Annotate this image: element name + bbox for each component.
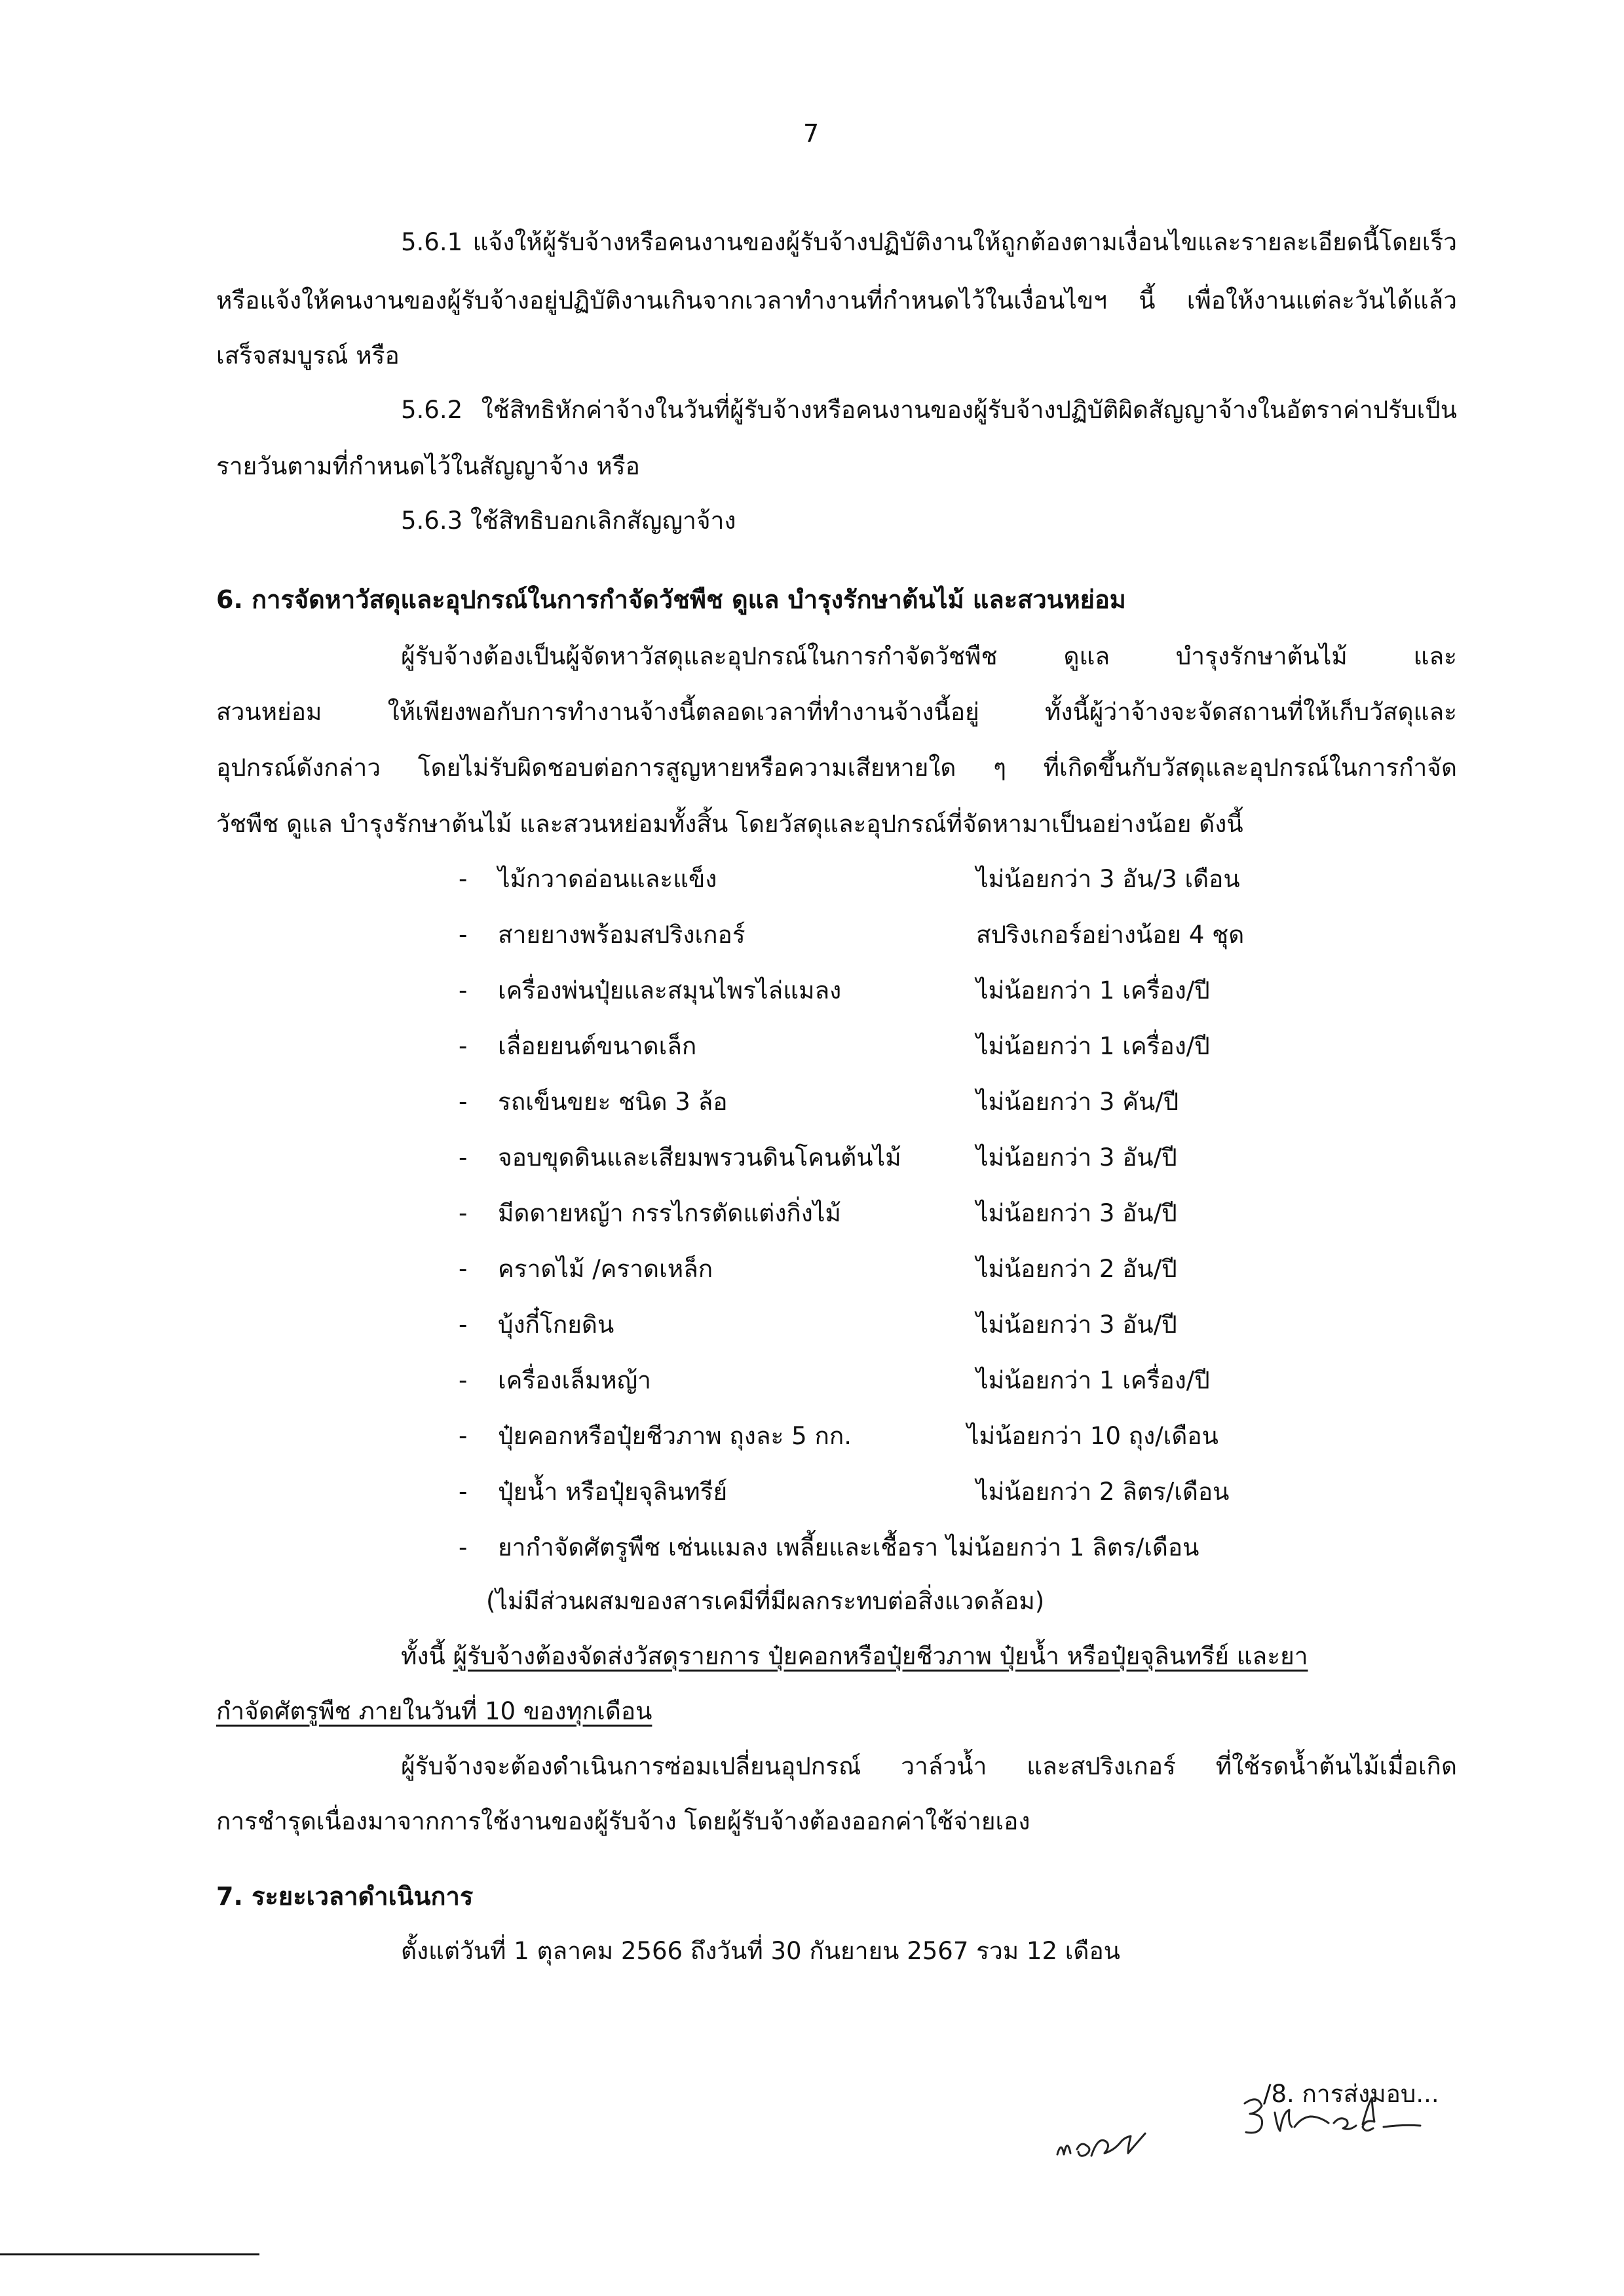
page-number: 7: [803, 119, 820, 148]
item-name: สายยางพร้อมสปริงเกอร์: [498, 921, 746, 949]
section-6-heading: 6. การจัดหาวัสดุและอุปกรณ์ในการกำจัดวัชพืช ดูแล บำรุงรักษาต้นไม้ และสวนหย่อม: [216, 585, 1126, 614]
item-quantity: ไม่น้อยกว่า 2 ลิตร/เดือน: [976, 1478, 1230, 1506]
list-dash: -: [459, 1032, 468, 1060]
item-quantity: ไม่น้อยกว่า 1 เครื่อง/ปี: [976, 976, 1210, 1004]
list-item: [0, 1088, 1624, 1143]
item-quantity: ไม่น้อยกว่า 10 ถุง/เดือน: [967, 1422, 1218, 1450]
item-name: ยากำจัดศัตรูพืช เช่นแมลง เพลี้ยและเชื้อรา ไม่น้อยกว่า 1 ลิตร/เดือน: [498, 1533, 1199, 1561]
item-quantity: ไม่น้อยกว่า 1 เครื่อง/ปี: [976, 1032, 1210, 1060]
list-dash: -: [459, 1478, 468, 1506]
item-name: จอบขุดดินและเสียมพรวนดินโคนต้นไม้: [498, 1143, 901, 1172]
item-quantity: สปริงเกอร์อย่างน้อย 4 ชุด: [976, 921, 1245, 949]
continuation-marker: /8. การส่งมอบ...: [1263, 2080, 1439, 2108]
item-quantity: ไม่น้อยกว่า 3 อัน/ปี: [976, 1311, 1177, 1339]
section-6-para-line-1: ผู้รับจ้างต้องเป็นผู้จัดหาวัสดุและอุปกรณ์ในการกำจัดวัชพืช ดูแล บำรุงรักษาต้นไม้ และ: [401, 642, 1457, 670]
item-quantity: ไม่น้อยกว่า 3 อัน/3 เดือน: [976, 865, 1240, 893]
item-name: เครื่องเล็มหญ้า: [498, 1366, 651, 1394]
list-item: [0, 1199, 1624, 1254]
list-dash: -: [459, 1199, 468, 1227]
list-item: [0, 1366, 1624, 1421]
item-name: รถเข็นขยะ ชนิด 3 ล้อ: [498, 1088, 728, 1116]
clause-5-6-2-line-2: รายวันตามที่กำหนดไว้ในสัญญาจ้าง หรือ: [216, 452, 640, 480]
list-item: [0, 1533, 1624, 1588]
section-7-heading: 7. ระยะเวลาดำเนินการ: [216, 1882, 474, 1911]
list-dash: -: [459, 1143, 468, 1172]
item-name: ไม้กวาดอ่อนและแข็ง: [498, 865, 717, 893]
item-name: ปุ๋ยคอกหรือปุ๋ยชีวภาพ ถุงละ 5 กก.: [498, 1422, 852, 1450]
item-name: คราดไม้ /คราดเหล็ก: [498, 1255, 713, 1283]
section-6-para-line-3: อุปกรณ์ดังกล่าว โดยไม่รับผิดชอบต่อการสูญหายหรือความเสียหายใด ๆ ที่เกิดขึ้นกับวัสดุและอุปกรณ์ในการกำจัด: [216, 754, 1457, 782]
delivery-line-2: กำจัดศัตรูพืช ภายในวันที่ 10 ของทุกเดือน: [216, 1697, 652, 1725]
list-item: [0, 1311, 1624, 1366]
item-name: เลื่อยยนต์ขนาดเล็ก: [498, 1032, 697, 1060]
clause-5-6-3: 5.6.3 ใช้สิทธิบอกเลิกสัญญาจ้าง: [401, 507, 736, 535]
item-quantity: ไม่น้อยกว่า 3 คัน/ปี: [976, 1088, 1179, 1116]
clause-5-6-1-line-1: 5.6.1 แจ้งให้ผู้รับจ้างหรือคนงานของผู้รับจ้างปฏิบัติงานให้ถูกต้องตามเงื่อนไขและรายละเอียดนี้โดยเร็ว: [401, 228, 1457, 256]
section-6-para-line-2: สวนหย่อม ให้เพียงพอกับการทำงานจ้างนี้ตลอดเวลาที่ทำงานจ้างนี้อยู่ ทั้งนี้ผู้ว่าจ้างจะจัดสถานที่ให้เก็บวัสดุและ: [216, 698, 1457, 726]
item-name: เครื่องพ่นปุ๋ยและสมุนไพรไล่แมลง: [498, 976, 842, 1004]
clause-5-6-1-line-3: เสร็จสมบูรณ์ หรือ: [216, 341, 400, 370]
item-name: มีดดายหญ้า กรรไกรตัดแต่งกิ่งไม้: [498, 1199, 841, 1227]
list-dash: -: [459, 1366, 468, 1394]
list-item: [0, 921, 1624, 976]
list-item: [0, 1032, 1624, 1087]
delivery-line-1: [401, 1642, 1308, 1671]
list-dash: -: [459, 1533, 468, 1561]
item-name: บุ้งกี๋โกยดิน: [498, 1311, 614, 1339]
list-dash: -: [459, 1255, 468, 1283]
handwritten-date-signature: [1232, 2084, 1467, 2162]
list-dash: -: [459, 921, 468, 949]
item-quantity: ไม่น้อยกว่า 2 อัน/ปี: [976, 1255, 1177, 1283]
list-item: [0, 1478, 1624, 1533]
list-item: [0, 1143, 1624, 1198]
item-quantity: ไม่น้อยกว่า 3 อัน/ปี: [976, 1143, 1177, 1172]
pesticide-note: (ไม่มีส่วนผสมของสารเคมีที่มีผลกระทบต่อสิ่งแวดล้อม): [486, 1587, 1045, 1615]
repair-line-1: ผู้รับจ้างจะต้องดำเนินการซ่อมเปลี่ยนอุปกรณ์ วาล์วน้ำ และสปริงเกอร์ ที่ใช้รดน้ำต้นไม้เมื่อเกิด: [401, 1752, 1457, 1780]
item-name: ปุ๋ยน้ำ หรือปุ๋ยจุลินทรีย์: [498, 1478, 728, 1506]
clause-5-6-1-line-2: หรือแจ้งให้คนงานของผู้รับจ้างอยู่ปฏิบัติงานเกินจากเวลาทำงานที่กำหนดไว้ในเงื่อนไขฯ นี้ เพื่อให้งานแต่ละวันได้แล้ว: [216, 286, 1457, 315]
list-item: [0, 865, 1624, 920]
clause-5-6-2-line-1: 5.6.2 ใช้สิทธิหักค่าจ้างในวันที่ผู้รับจ้างหรือคนงานของผู้รับจ้างปฏิบัติผิดสัญญาจ้างในอัตราค่าปรับเป็น: [401, 396, 1457, 424]
list-dash: -: [459, 865, 468, 893]
section-6-para-line-4: วัชพืช ดูแล บำรุงรักษาต้นไม้ และสวนหย่อมทั้งสิ้น โดยวัสดุและอุปกรณ์ที่จัดหามาเป็นอย่างน้อย ดังนี้: [216, 810, 1243, 838]
section-7-period: ตั้งแต่วันที่ 1 ตุลาคม 2566 ถึงวันที่ 30 กันยายน 2567 รวม 12 เดือน: [401, 1937, 1120, 1965]
list-dash: -: [459, 1422, 468, 1450]
delivery-lead: ทั้งนี้: [401, 1642, 453, 1670]
delivery-underlined-1: ผู้รับจ้างต้องจัดส่งวัสดุรายการ ปุ๋ยคอกหรือปุ๋ยชีวภาพ ปุ๋ยน้ำ หรือปุ๋ยจุลินทรีย์ และยา: [453, 1642, 1308, 1670]
list-item: [0, 976, 1624, 1031]
handwritten-initials-signature: [1048, 2103, 1245, 2175]
list-dash: -: [459, 1088, 468, 1116]
list-item: [0, 1255, 1624, 1310]
item-quantity: ไม่น้อยกว่า 3 อัน/ปี: [976, 1199, 1177, 1227]
list-dash: -: [459, 976, 468, 1004]
list-item: [0, 1422, 1624, 1477]
item-quantity: ไม่น้อยกว่า 1 เครื่อง/ปี: [976, 1366, 1210, 1394]
list-dash: -: [459, 1311, 468, 1339]
repair-line-2: การชำรุดเนื่องมาจากการใช้งานของผู้รับจ้าง โดยผู้รับจ้างต้องออกค่าใช้จ่ายเอง: [216, 1807, 1030, 1835]
footer-rule: [0, 2253, 259, 2255]
